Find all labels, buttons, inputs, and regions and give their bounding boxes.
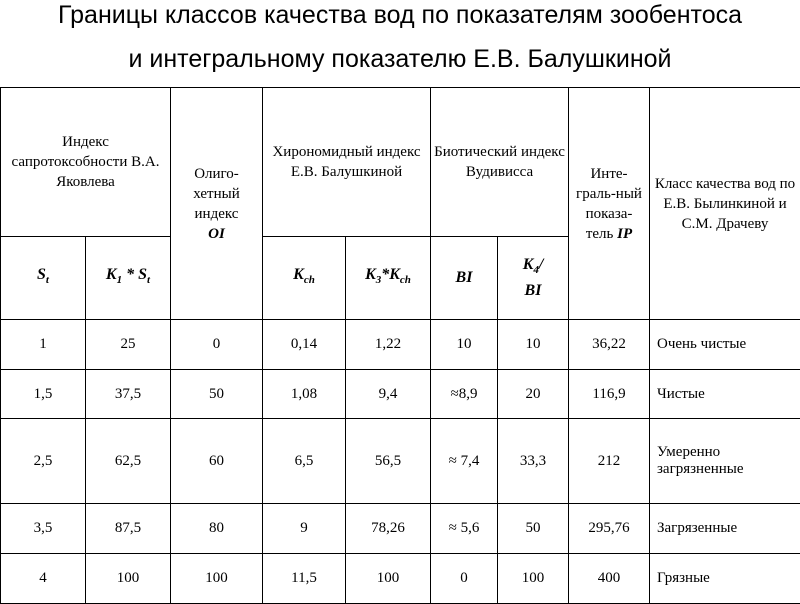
header-quality-class: Класс качества вод по Е.В. Былинкиной и С.М. Драчеву	[650, 88, 800, 320]
table-row	[1, 554, 800, 604]
table-row	[1, 419, 800, 504]
subheader-k3-kch: $K_3*K_{ch}$	[346, 237, 431, 320]
table-cell: 6,5	[263, 419, 346, 504]
table-cell: 0	[171, 320, 263, 370]
table-cell: 50	[498, 504, 569, 554]
table-cell: 116,9	[569, 370, 650, 419]
table-cell: 20	[498, 370, 569, 419]
header-oligochaete-symbol: OI	[208, 226, 225, 242]
quality-class-cell: Грязные	[650, 554, 800, 604]
table-cell: 2,5	[1, 419, 86, 504]
table-cell: 11,5	[263, 554, 346, 604]
table-cell: 100	[171, 554, 263, 604]
header-row-1	[1, 88, 800, 237]
quality-class-cell: Умеренно загрязненные	[650, 419, 800, 504]
table-cell: 33,3	[498, 419, 569, 504]
table-cell: 37,5	[86, 370, 171, 419]
table-cell: ≈8,9	[431, 370, 498, 419]
table-cell: 0	[431, 554, 498, 604]
table-cell: 36,22	[569, 320, 650, 370]
table-cell: 100	[498, 554, 569, 604]
quality-class-cell: Очень чистые	[650, 320, 800, 370]
table-cell: 25	[86, 320, 171, 370]
table-cell: 87,5	[86, 504, 171, 554]
table-cell: 100	[86, 554, 171, 604]
header-oligochaete	[171, 88, 263, 320]
table-row	[1, 370, 800, 419]
subheader-st: $S_t$	[1, 237, 86, 320]
table-cell: 62,5	[86, 419, 171, 504]
subheader-k4-bi: $K_4/$ BI	[498, 237, 569, 320]
table-cell: 100	[346, 554, 431, 604]
table-cell: 78,26	[346, 504, 431, 554]
table-cell: 212	[569, 419, 650, 504]
header-oligochaete-text: Олиго-хетный индекс	[174, 164, 259, 224]
subheader-kch: $K_{ch}$	[263, 237, 346, 320]
header-integral	[569, 88, 650, 320]
table-row	[1, 504, 800, 554]
title-line-2: и интегральному показателю Е.В. Балушкиной	[0, 39, 800, 79]
header-integral-text: Инте-граль-ный показа-тель	[576, 166, 642, 242]
table-cell: ≈ 7,4	[431, 419, 498, 504]
table-cell: 50	[171, 370, 263, 419]
table-row	[1, 320, 800, 370]
table-cell: 9	[263, 504, 346, 554]
header-biotic: Биотический индекс Вудивисса	[431, 88, 569, 237]
table-cell: 80	[171, 504, 263, 554]
quality-class-cell: Чистые	[650, 370, 800, 419]
table-cell: 10	[431, 320, 498, 370]
table-cell: 1,08	[263, 370, 346, 419]
table-cell: ≈ 5,6	[431, 504, 498, 554]
table-cell: 400	[569, 554, 650, 604]
title-line-1: Границы классов качества вод по показателям зообентоса	[0, 0, 800, 35]
table-cell: 1,5	[1, 370, 86, 419]
table-cell: 9,4	[346, 370, 431, 419]
subheader-k1-st: $K_1 * S_t$	[86, 237, 171, 320]
table-cell: 295,76	[569, 504, 650, 554]
quality-class-cell: Загрязенные	[650, 504, 800, 554]
quality-classes-table	[0, 87, 800, 604]
table-cell: 56,5	[346, 419, 431, 504]
table-cell: 10	[498, 320, 569, 370]
table-cell: 3,5	[1, 504, 86, 554]
table-cell: 1,22	[346, 320, 431, 370]
table-cell: 4	[1, 554, 86, 604]
table-cell: 60	[171, 419, 263, 504]
header-integral-symbol: IP	[617, 226, 632, 242]
table-cell: 1	[1, 320, 86, 370]
subheader-bi: BI	[431, 237, 498, 320]
header-chironomid: Хирономидный индекс Е.В. Балушкиной	[263, 88, 431, 237]
table-cell: 0,14	[263, 320, 346, 370]
header-saprotox: Индекс сапротоксобности В.А. Яковлева	[1, 88, 171, 237]
